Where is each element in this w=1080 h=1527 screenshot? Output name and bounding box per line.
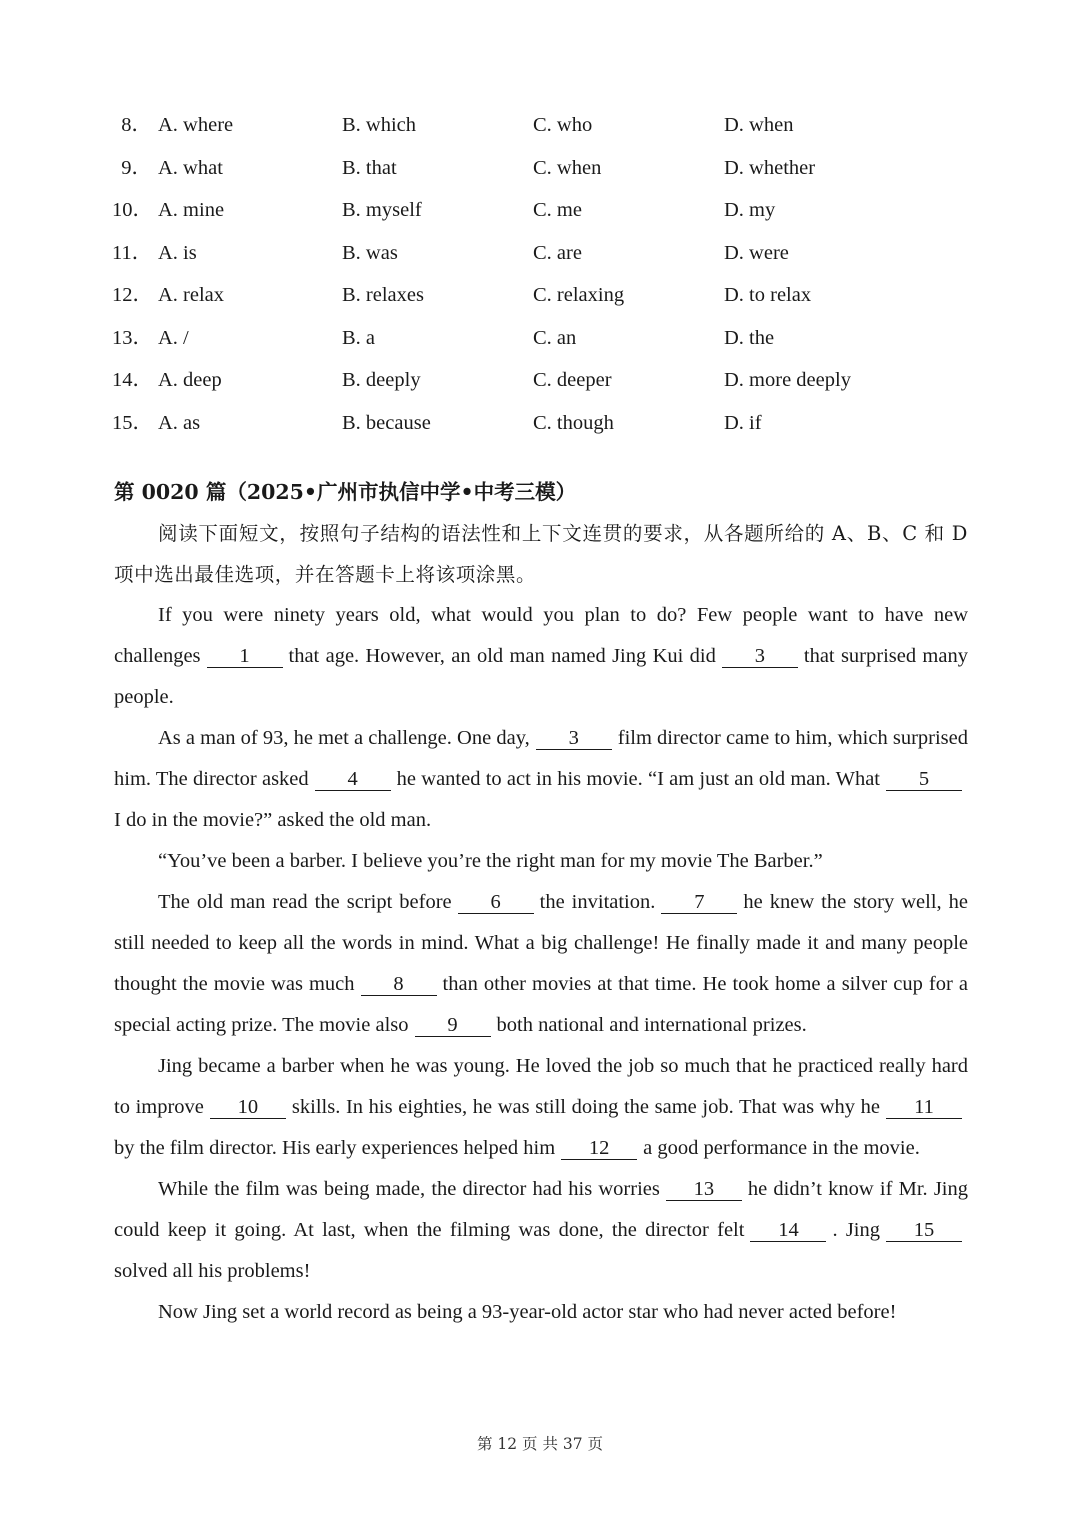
answer-options-list <box>112 104 972 444</box>
text-span: a good performance in the movie. <box>643 1137 920 1159</box>
text-span: the invitation. <box>539 891 656 913</box>
text-span: both national and international prizes. <box>496 1014 807 1036</box>
blank-14: 14 <box>750 1219 826 1242</box>
text-span: While the film was being made, the director had his worries <box>158 1178 660 1200</box>
text-span: that surprised many people. <box>114 645 968 708</box>
option-d: D. my <box>724 199 776 221</box>
paragraph-3: “You’ve been a barber. I believe you’re the right man for my movie The Barber.” <box>158 850 823 872</box>
text-span: by the film director. His early experiences helped him <box>114 1137 556 1159</box>
paragraph-4 <box>114 882 968 1046</box>
blank-2: 3 <box>722 645 798 668</box>
option-b: B. relaxes <box>342 284 424 306</box>
text-span: As a man of 93, he met a challenge. One day, <box>158 727 530 749</box>
option-b: B. deeply <box>342 369 421 391</box>
paragraph-5 <box>114 1046 968 1169</box>
option-d: D. when <box>724 114 794 136</box>
paragraph-2 <box>114 718 968 841</box>
option-c: C. are <box>533 241 582 264</box>
option-b: B. myself <box>342 199 422 221</box>
question-number: 8． <box>121 114 152 136</box>
text-span: he knew the story well, he still needed to keep all the words in mind. What a big challenge! He finally made it and many people thought the movie was much <box>114 891 968 995</box>
text-span: film director came to him, which surprised him. The director asked <box>114 727 968 790</box>
passage-heading: 第 0020 篇（2025•广州市执信中学•中考三模） <box>114 480 577 504</box>
blank-7: 7 <box>661 891 737 914</box>
question-number: 13． <box>112 326 153 349</box>
option-c: C. though <box>533 411 614 434</box>
text-span: he didn’t know if Mr. Jing could keep it going. At last, when the filming was done, the director felt <box>114 1178 968 1241</box>
option-b: B. because <box>342 411 431 434</box>
paragraph-6 <box>114 1169 968 1292</box>
option-d: D. were <box>724 241 789 264</box>
blank-4: 4 <box>315 768 391 791</box>
option-d: D. if <box>724 411 762 434</box>
paragraph-7: Now Jing set a world record as being a 93-year-old actor star who had never acted before! <box>158 1301 897 1323</box>
option-d: D. whether <box>724 156 816 179</box>
option-c: C. when <box>533 156 602 179</box>
text-span: I do in the movie?” asked the old man. <box>114 809 432 831</box>
option-c: C. relaxing <box>533 284 625 306</box>
passage-instructions: 阅读下面短文，按照句子结构的语法性和上下文连贯的要求，从各题所给的 A、B、C 和 D 项中选出最佳选项，并在答题卡上将该项涂黑。 <box>114 522 968 586</box>
question-number: 14． <box>112 369 153 391</box>
option-b: B. was <box>342 241 398 264</box>
blank-6: 6 <box>458 891 534 914</box>
option-a: A. / <box>158 326 189 349</box>
option-c: C. me <box>533 199 582 221</box>
option-a: A. deep <box>158 369 222 391</box>
text-span: skills. In his eighties, he was still doing the same job. That was why he <box>291 1096 880 1118</box>
blank-12: 12 <box>561 1137 637 1160</box>
option-a: A. is <box>158 241 197 264</box>
question-9-options <box>112 147 972 190</box>
text-span: than other movies at that time. He took home a silver cup for a special acting prize. The movie also <box>114 973 968 1036</box>
option-a: A. what <box>158 156 223 179</box>
option-c: C. who <box>533 114 593 136</box>
blank-8: 8 <box>361 973 437 996</box>
option-a: A. relax <box>158 284 225 306</box>
option-d: D. more deeply <box>724 369 851 391</box>
question-10-options <box>112 189 972 232</box>
text-span: he wanted to act in his movie. “I am just an old man. What <box>396 768 881 790</box>
question-number: 12． <box>112 284 153 306</box>
passage-body <box>114 513 968 1333</box>
paragraph-1 <box>114 595 968 718</box>
option-d: D. to relax <box>724 284 812 306</box>
question-number: 15． <box>112 411 153 434</box>
question-number: 9． <box>121 156 152 179</box>
blank-13: 13 <box>666 1178 742 1201</box>
option-c: C. an <box>533 326 577 349</box>
question-number: 11． <box>112 241 153 264</box>
blank-5: 5 <box>886 768 962 791</box>
question-12-options <box>112 274 972 317</box>
text-span: that age. However, an old man named Jing Kui did <box>288 645 716 667</box>
option-b: B. which <box>342 114 417 136</box>
question-14-options <box>112 359 972 402</box>
blank-3: 3 <box>536 727 612 750</box>
option-a: A. as <box>158 411 201 434</box>
text-span: If you were ninety years old, what would you plan to do? Few people want to have new challenges <box>114 604 968 667</box>
text-span: The old man read the script before <box>158 891 452 913</box>
text-span: Jing became a barber when he was young. He loved the job so much that he practiced really hard to improve <box>114 1055 968 1118</box>
blank-9: 9 <box>415 1014 491 1037</box>
option-c: C. deeper <box>533 369 612 391</box>
blank-11: 11 <box>886 1096 962 1119</box>
option-b: B. a <box>342 326 376 349</box>
option-a: A. mine <box>158 199 225 221</box>
text-span: . Jing <box>832 1219 880 1241</box>
page-footer: 第 12 页 共 37 页 <box>476 1435 604 1453</box>
option-a: A. where <box>158 114 234 136</box>
option-b: B. that <box>342 156 397 179</box>
text-span: solved all his problems! <box>114 1260 311 1282</box>
blank-15: 15 <box>886 1219 962 1242</box>
option-d: D. the <box>724 326 775 349</box>
blank-10: 10 <box>210 1096 286 1119</box>
question-8-options <box>112 104 972 147</box>
blank-1: 1 <box>207 645 283 668</box>
question-11-options <box>112 232 972 275</box>
question-number: 10． <box>112 199 153 221</box>
question-15-options <box>112 402 972 445</box>
question-13-options <box>112 317 972 360</box>
